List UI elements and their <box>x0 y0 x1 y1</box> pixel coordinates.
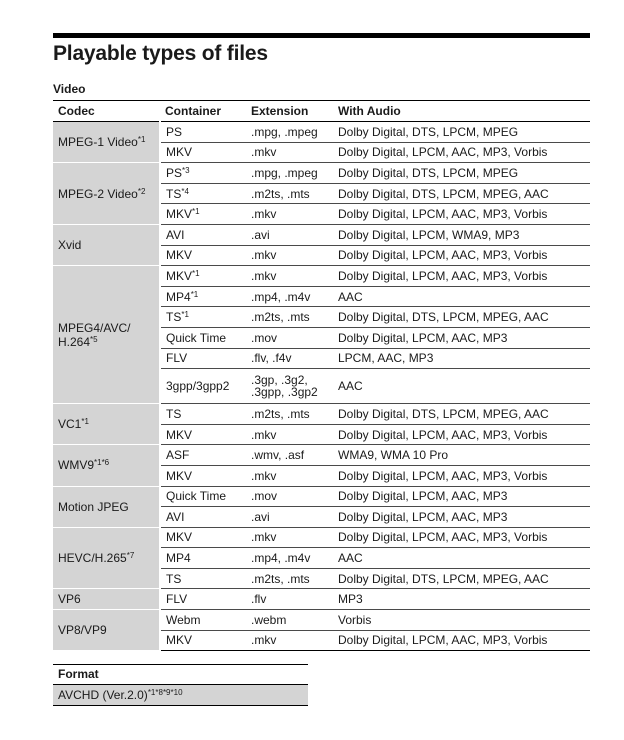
audio-value: Dolby Digital, DTS, LPCM, MPEG <box>338 124 519 139</box>
container-cell <box>160 266 246 287</box>
container-name: AVI <box>166 227 185 242</box>
extension-cell <box>246 465 333 486</box>
container-footnote: *1 <box>190 289 199 299</box>
codec-name: Motion JPEG <box>58 499 129 514</box>
codec-footnote: *2 <box>137 186 146 196</box>
extension-cell <box>246 369 333 404</box>
audio-value: Dolby Digital, LPCM, AAC, MP3 <box>338 489 508 504</box>
extension-value: .wmv, .asf <box>251 448 305 463</box>
audio-value: Dolby Digital, LPCM, AAC, MP3, Vorbis <box>338 530 548 545</box>
extension-value: .mov <box>251 489 278 504</box>
container-cell <box>160 486 246 507</box>
audio-value: Dolby Digital, LPCM, AAC, MP3, Vorbis <box>338 468 548 483</box>
extension-cell <box>246 286 333 307</box>
audio-cell <box>333 568 590 589</box>
container-cell <box>160 224 246 245</box>
extension-value: .mov <box>251 330 278 345</box>
container-cell <box>160 548 246 569</box>
audio-cell <box>333 327 590 348</box>
audio-cell <box>333 589 590 610</box>
container-cell <box>160 568 246 589</box>
audio-cell <box>333 465 590 486</box>
codec-cell <box>53 266 160 404</box>
container-cell <box>160 142 246 163</box>
audio-cell <box>333 204 590 225</box>
container-footnote: *1 <box>192 268 200 278</box>
format-header: Format <box>53 664 308 685</box>
table-row <box>53 163 590 184</box>
container-name: 3gpp/3gpp2 <box>166 379 230 394</box>
container-name: MKV <box>166 248 193 263</box>
audio-value: Dolby Digital, LPCM, AAC, MP3, Vorbis <box>338 207 548 222</box>
extension-cell <box>246 610 333 631</box>
container-name: MKV <box>166 530 193 545</box>
container-cell <box>160 183 246 204</box>
container-cell <box>160 122 246 143</box>
codec-cell <box>53 404 160 445</box>
container-name: TS <box>166 186 182 201</box>
audio-cell <box>333 307 590 328</box>
extension-cell <box>246 507 333 528</box>
container-cell <box>160 245 246 266</box>
audio-cell <box>333 286 590 307</box>
codec-cell <box>53 527 160 589</box>
container-name: PS <box>166 165 183 180</box>
audio-value: Dolby Digital, LPCM, AAC, MP3, Vorbis <box>338 268 548 283</box>
extension-value: .mkv <box>251 248 277 263</box>
container-cell <box>160 286 246 307</box>
table-row <box>53 224 590 245</box>
codec-footnote: *7 <box>126 551 135 561</box>
audio-cell <box>333 527 590 548</box>
audio-value: Dolby Digital, LPCM, AAC, MP3 <box>338 509 508 524</box>
codec-cell <box>53 122 160 163</box>
container-name: TS <box>166 310 182 325</box>
extension-value: .mpg, .mpeg <box>251 165 318 180</box>
audio-cell <box>333 142 590 163</box>
page-title: Playable types of files <box>53 42 268 65</box>
container-name: PS <box>166 124 183 139</box>
container-cell <box>160 204 246 225</box>
extension-cell <box>246 245 333 266</box>
codec-name-line2: H.264 <box>58 334 91 349</box>
audio-value: Dolby Digital, DTS, LPCM, MPEG, AAC <box>338 310 549 325</box>
container-name: MKV <box>166 268 193 283</box>
video-table-body <box>53 122 590 651</box>
extension-value: .mp4, .m4v <box>251 551 311 566</box>
header-codec: Codec <box>53 101 160 122</box>
extension-cell <box>246 630 333 651</box>
audio-cell <box>333 163 590 184</box>
codec-name: VC1 <box>58 417 82 432</box>
codec-footnote: *1 <box>81 417 89 427</box>
codec-cell <box>53 224 160 265</box>
codec-name: WMV9 <box>58 458 94 473</box>
audio-value: Dolby Digital, DTS, LPCM, MPEG, AAC <box>338 186 549 201</box>
codec-name: MPEG-1 Video <box>58 135 138 150</box>
audio-value: Dolby Digital, LPCM, AAC, MP3, Vorbis <box>338 248 548 263</box>
audio-cell <box>333 507 590 528</box>
audio-value: WMA9, WMA 10 Pro <box>338 448 449 463</box>
header-extension: Extension <box>246 101 333 122</box>
extension-cell <box>246 204 333 225</box>
format-table <box>53 664 308 706</box>
audio-cell <box>333 122 590 143</box>
container-cell <box>160 507 246 528</box>
codec-cell <box>53 486 160 527</box>
extension-cell <box>246 404 333 425</box>
audio-value: Dolby Digital, LPCM, AAC, MP3 <box>338 330 508 345</box>
audio-value: Dolby Digital, DTS, LPCM, MPEG, AAC <box>338 571 549 586</box>
header-container: Container <box>160 101 246 122</box>
extension-value: .3gp, .3g2, <box>251 373 308 388</box>
container-footnote: *1 <box>192 207 200 217</box>
audio-cell <box>333 266 590 287</box>
container-cell <box>160 369 246 404</box>
container-cell <box>160 630 246 651</box>
codec-cell <box>53 445 160 486</box>
extension-value: .mkv <box>251 145 277 160</box>
container-cell <box>160 445 246 466</box>
extension-cell <box>246 142 333 163</box>
extension-value: .webm <box>251 612 287 627</box>
audio-cell <box>333 369 590 404</box>
container-cell <box>160 465 246 486</box>
container-name: MKV <box>166 468 193 483</box>
extension-value: .avi <box>251 227 270 242</box>
extension-value: .mkv <box>251 268 277 283</box>
audio-value: Vorbis <box>338 612 372 627</box>
table-row <box>53 404 590 425</box>
container-name: MKV <box>166 207 193 222</box>
container-footnote: *3 <box>182 165 190 175</box>
extension-cell <box>246 445 333 466</box>
extension-cell <box>246 486 333 507</box>
codec-cell <box>53 163 160 225</box>
extension-cell <box>246 568 333 589</box>
audio-value: AAC <box>338 379 363 394</box>
audio-value: AAC <box>338 289 363 304</box>
container-name: ASF <box>166 448 190 463</box>
title-rule <box>53 33 590 38</box>
extension-value: .m2ts, .mts <box>251 571 310 586</box>
container-cell <box>160 424 246 445</box>
table-row <box>53 589 590 610</box>
container-cell <box>160 348 246 369</box>
extension-value: .flv, .f4v <box>251 351 292 366</box>
audio-cell <box>333 445 590 466</box>
header-with-audio: With Audio <box>333 101 590 122</box>
video-table <box>53 100 590 651</box>
container-name: MKV <box>166 633 193 648</box>
codec-name: VP8/VP9 <box>58 623 107 638</box>
extension-cell <box>246 266 333 287</box>
extension-value: .flv <box>251 592 267 607</box>
container-cell <box>160 163 246 184</box>
container-cell <box>160 527 246 548</box>
extension-cell <box>246 183 333 204</box>
extension-cell <box>246 527 333 548</box>
extension-cell <box>246 307 333 328</box>
extension-value: .m2ts, .mts <box>251 186 310 201</box>
extension-value: .mkv <box>251 468 277 483</box>
audio-cell <box>333 424 590 445</box>
audio-value: AAC <box>338 551 363 566</box>
table-row <box>53 445 590 466</box>
audio-cell <box>333 245 590 266</box>
codec-footnote: *5 <box>90 334 98 344</box>
container-footnote: *1 <box>181 310 189 320</box>
container-name: TS <box>166 571 182 586</box>
extension-value: .mkv <box>251 633 277 648</box>
audio-cell <box>333 224 590 245</box>
format-value: AVCHD (Ver.2.0) <box>58 688 148 702</box>
container-name: MKV <box>166 145 193 160</box>
audio-cell <box>333 183 590 204</box>
container-name: FLV <box>166 351 188 366</box>
audio-cell <box>333 486 590 507</box>
codec-name: VP6 <box>58 592 81 607</box>
extension-cell <box>246 327 333 348</box>
table-row <box>53 486 590 507</box>
container-footnote: *4 <box>181 186 189 196</box>
codec-cell <box>53 589 160 610</box>
extension-cell <box>246 424 333 445</box>
table-header-row <box>53 101 590 122</box>
audio-value: Dolby Digital, LPCM, AAC, MP3, Vorbis <box>338 633 548 648</box>
container-name: FLV <box>166 592 188 607</box>
audio-value: Dolby Digital, LPCM, AAC, MP3, Vorbis <box>338 145 548 160</box>
audio-value: Dolby Digital, DTS, LPCM, MPEG <box>338 165 519 180</box>
format-row <box>53 685 308 706</box>
container-name: MP4 <box>166 551 191 566</box>
container-name: Quick Time <box>166 489 227 504</box>
table-row <box>53 122 590 143</box>
audio-value: Dolby Digital, LPCM, WMA9, MP3 <box>338 227 520 242</box>
extension-value: .mpg, .mpeg <box>251 124 318 139</box>
extension-cell <box>246 348 333 369</box>
extension-value: .mkv <box>251 530 277 545</box>
codec-name: MPEG-2 Video <box>58 186 138 201</box>
container-name: MP4 <box>166 289 191 304</box>
audio-cell <box>333 548 590 569</box>
codec-footnote: *1 <box>137 135 146 145</box>
audio-value: Dolby Digital, DTS, LPCM, MPEG, AAC <box>338 406 549 421</box>
extension-value-line2: .3gpp, .3gp2 <box>251 385 318 400</box>
container-name: Webm <box>166 612 201 627</box>
container-cell <box>160 610 246 631</box>
container-name: Quick Time <box>166 330 227 345</box>
format-value-sup: *1*8*9*10 <box>147 688 183 697</box>
extension-value: .m2ts, .mts <box>251 406 310 421</box>
container-name: TS <box>166 406 182 421</box>
container-cell <box>160 327 246 348</box>
extension-cell <box>246 589 333 610</box>
extension-value: .mp4, .m4v <box>251 289 311 304</box>
audio-cell <box>333 630 590 651</box>
extension-value: .m2ts, .mts <box>251 310 310 325</box>
container-cell <box>160 589 246 610</box>
extension-cell <box>246 548 333 569</box>
container-name: AVI <box>166 509 185 524</box>
extension-value: .avi <box>251 509 270 524</box>
audio-value: Dolby Digital, LPCM, AAC, MP3, Vorbis <box>338 427 548 442</box>
container-cell <box>160 307 246 328</box>
section-label-video: Video <box>53 82 86 96</box>
extension-cell <box>246 224 333 245</box>
table-row <box>53 610 590 631</box>
container-name: MKV <box>166 427 193 442</box>
extension-cell <box>246 122 333 143</box>
audio-cell <box>333 404 590 425</box>
container-cell <box>160 404 246 425</box>
table-row <box>53 527 590 548</box>
extension-value: .mkv <box>251 427 277 442</box>
audio-value: MP3 <box>338 592 363 607</box>
extension-value: .mkv <box>251 207 277 222</box>
codec-name: Xvid <box>58 238 82 253</box>
codec-cell <box>53 610 160 651</box>
audio-cell <box>333 348 590 369</box>
codec-name: MPEG4/AVC/ <box>58 320 131 335</box>
audio-value: LPCM, AAC, MP3 <box>338 351 434 366</box>
table-row <box>53 266 590 287</box>
codec-footnote: *1*6 <box>94 458 110 468</box>
audio-cell <box>333 610 590 631</box>
extension-cell <box>246 163 333 184</box>
codec-name: HEVC/H.265 <box>58 551 127 566</box>
